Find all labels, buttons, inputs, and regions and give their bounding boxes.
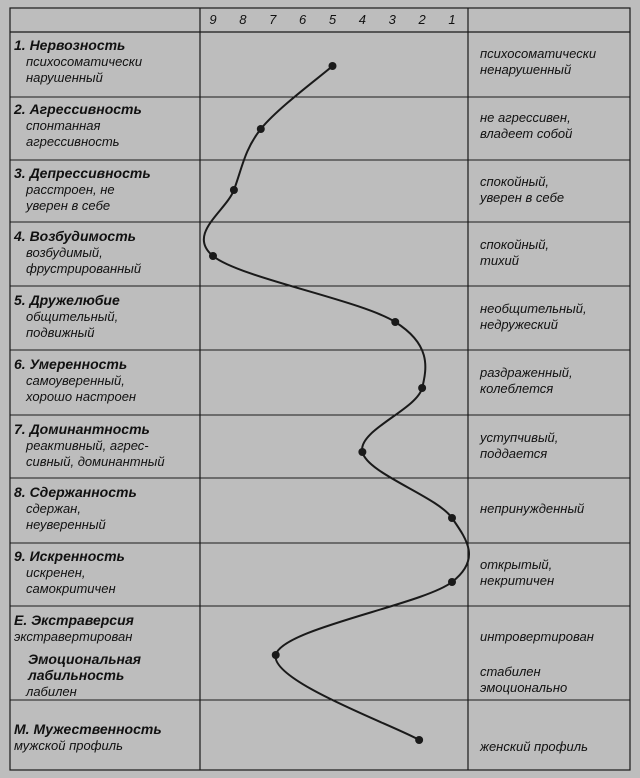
row-left-text: сдержан, — [26, 501, 81, 516]
x-tick-label: 8 — [239, 12, 247, 27]
row-title: Эмоциональная — [28, 651, 142, 667]
row-title: 4. Возбудимость — [14, 228, 136, 244]
x-tick-label: 3 — [388, 12, 396, 27]
row-right-text: стабилен — [480, 664, 541, 679]
row-left-text: психосоматически — [26, 54, 143, 69]
row-left-text: общительный, — [26, 309, 119, 324]
row-left-text: самоуверенный, — [26, 373, 125, 388]
row-left-text: подвижный — [26, 325, 95, 340]
row-left-text: фрустрированный — [26, 261, 142, 276]
row-title: M. Мужественность — [14, 721, 162, 737]
row-right-text: спокойный, — [480, 174, 550, 189]
data-point — [391, 318, 399, 326]
row-right-text: психосоматически — [480, 46, 597, 61]
row-left-text: неуверенный — [26, 517, 106, 532]
row-right-text: не агрессивен, — [480, 110, 571, 125]
row-right-text: эмоционально — [480, 680, 568, 695]
row-right-text: непринужденный — [480, 501, 585, 516]
x-tick-label: 9 — [209, 12, 217, 27]
row-left-text: сивный, доминантный — [26, 454, 165, 469]
x-tick-label: 5 — [328, 12, 337, 27]
row-right-text: владеет собой — [480, 126, 573, 141]
row-left-text: реактивный, агрес- — [26, 438, 149, 453]
row-left-text: возбудимый, — [26, 245, 103, 260]
data-point — [418, 384, 426, 392]
row-title: 6. Умеренность — [14, 356, 128, 372]
row-left-text: нарушенный — [26, 70, 103, 85]
row-right-text: колеблется — [480, 381, 554, 396]
row-left-text: спонтанная — [26, 118, 101, 133]
row-left-text: лабилен — [26, 684, 77, 699]
row-title: 2. Агрессивность — [14, 101, 142, 117]
row-right-text: женский профиль — [480, 739, 588, 754]
row-left-text: искренен, — [26, 565, 86, 580]
x-tick-label: 4 — [358, 12, 366, 27]
data-point — [257, 125, 265, 133]
row-title: 1. Нервозность — [14, 37, 126, 53]
row-right-text: поддается — [480, 446, 548, 461]
row-left-text: хорошо настроен — [26, 389, 137, 404]
x-tick-label: 7 — [269, 12, 277, 27]
data-point — [448, 514, 456, 522]
data-point — [415, 736, 423, 744]
row-left-text: самокритичен — [26, 581, 116, 596]
row-right-text: интровертирован — [480, 629, 594, 644]
row-right-text: раздраженный, — [480, 365, 573, 380]
x-tick-label: 2 — [418, 12, 426, 27]
row-title: E. Экстраверсия — [14, 612, 134, 628]
row-right-text: тихий — [480, 253, 520, 268]
data-point — [358, 448, 366, 456]
row-title: 5. Дружелюбие — [14, 292, 120, 308]
row-left-text: агрессивность — [26, 134, 120, 149]
x-tick-label: 6 — [299, 12, 307, 27]
row-right-text: уступчивый, — [480, 430, 559, 445]
row-right-text: необщительный, — [480, 301, 587, 316]
row-title: 7. Доминантность — [14, 421, 150, 437]
row-title: 9. Искренность — [14, 548, 125, 564]
row-left-text: мужской профиль — [14, 738, 123, 753]
row-left-text: уверен в себе — [26, 198, 111, 213]
row-right-text: спокойный, — [480, 237, 550, 252]
row-left-text: расстроен, не — [26, 182, 115, 197]
data-point — [329, 62, 337, 70]
row-right-text: недружеский — [480, 317, 558, 332]
data-point — [230, 186, 238, 194]
row-right-text: открытый, — [480, 557, 553, 572]
row-right-text: ненарушенный — [480, 62, 572, 77]
row-left-text: экстравертирован — [14, 629, 133, 644]
x-axis-ticks — [209, 12, 455, 27]
data-point — [272, 651, 280, 659]
data-point — [209, 252, 217, 260]
row-title: 3. Депрессивность — [14, 165, 151, 181]
row-left-text: лабильность — [28, 667, 125, 683]
data-point — [448, 578, 456, 586]
row-right-text: уверен в себе — [480, 190, 565, 205]
x-tick-label: 1 — [448, 12, 456, 27]
row-right-text: некритичен — [480, 573, 555, 588]
row-title: 8. Сдержанность — [14, 484, 137, 500]
